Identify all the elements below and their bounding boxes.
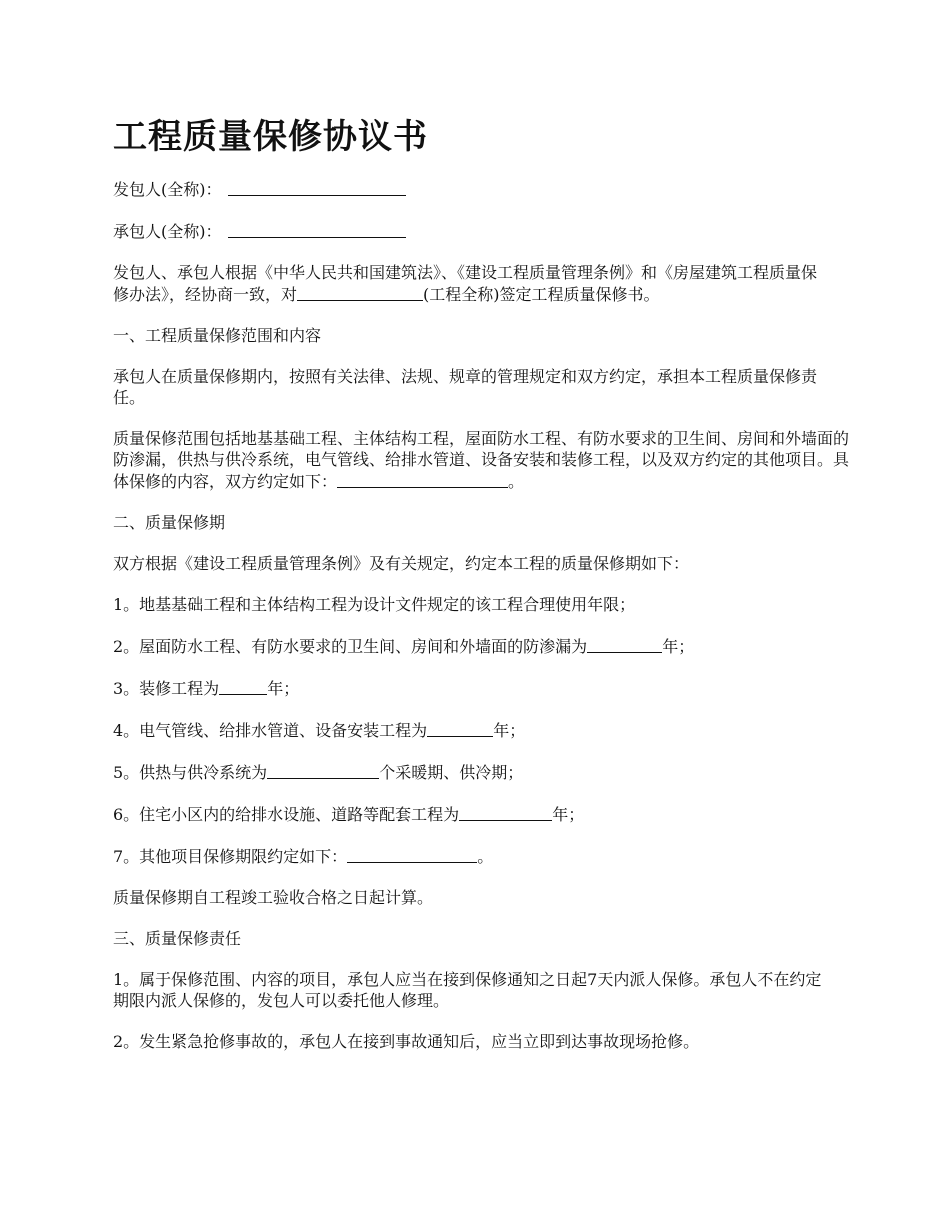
warranty-item-5: 5。供热与供冷系统为 个采暖期、供冷期； — [113, 763, 524, 782]
section1-heading: 一、工程质量保修范围和内容 — [113, 326, 322, 345]
section3-heading: 三、质量保修责任 — [113, 929, 242, 948]
section2-heading: 二、质量保修期 — [113, 513, 226, 532]
document-page — [113, 112, 853, 1072]
section1-paragraph1: 承包人在质量保修期内，按照有关法律、法规、规章的管理规定和双方约定，承担本工程质量保修责任。 — [113, 367, 818, 407]
warranty-item-7: 7。其他项目保修期限约定如下： 。 — [113, 847, 494, 866]
warranty-item-3: 3。装修工程为 年； — [113, 679, 300, 698]
warranty-item-2: 2。屋面防水工程、有防水要求的卫生间、房间和外墙面的防渗漏为 年； — [113, 637, 695, 656]
contractor-line — [113, 220, 853, 242]
warranty-item-1: 1。地基基础工程和主体结构工程为设计文件规定的该工程合理使用年限； — [113, 595, 636, 614]
warranty-item-6: 6。住宅小区内的给排水设施、道路等配套工程为 年； — [113, 805, 585, 824]
heating-periods-blank[interactable] — [267, 762, 379, 779]
section2-closing: 质量保修期自工程竣工验收合格之日起计算。 — [113, 888, 434, 907]
section2-intro: 双方根据《建设工程质量管理条例》及有关规定，约定本工程的质量保修期如下： — [113, 554, 690, 573]
roof-waterproof-years-blank[interactable] — [587, 636, 662, 653]
other-items-period-blank[interactable] — [347, 846, 477, 863]
responsibility-item-1: 1。属于保修范围、内容的项目，承包人应当在接到保修通知之日起7天内派人保修。承包人不在约定期限内派人保修的，发包人可以委托他人修理。 — [113, 970, 822, 1010]
warranty-item-4: 4。电气管线、给排水管道、设备安装工程为 年； — [113, 721, 526, 740]
residential-facilities-years-blank[interactable] — [459, 804, 552, 821]
document-title: 工程质量保修协议书 — [113, 117, 428, 157]
project-name-blank[interactable] — [297, 284, 423, 301]
employer-label: 发包人(全称)： — [113, 180, 222, 199]
employer-name-blank[interactable] — [228, 179, 406, 196]
employer-line — [113, 178, 853, 200]
scope-content-blank[interactable] — [337, 471, 508, 488]
decoration-years-blank[interactable] — [219, 678, 267, 695]
electrical-years-blank[interactable] — [427, 720, 493, 737]
contractor-label: 承包人(全称)： — [113, 222, 222, 241]
section1-paragraph2: 质量保修范围包括地基基础工程、主体结构工程，屋面防水工程、有防水要求的卫生间、房间和外墙面的防渗漏，供热与供冷系统，电气管线、给排水管道、设备安装和装修工程，以及双方约定的其他项目。具体保修的内容，双方约定如下： 。 — [113, 429, 850, 491]
responsibility-item-2: 2。发生紧急抢修事故的，承包人在接到事故通知后，应当立即到达事故现场抢修。 — [113, 1032, 700, 1051]
intro-paragraph: 发包人、承包人根据《中华人民共和国建筑法》、《建设工程质量管理条例》和《房屋建筑工程质量保修办法》，经协商一致，对 (工程全称)签定工程质量保修书。 — [113, 263, 818, 304]
contractor-name-blank[interactable] — [228, 221, 406, 238]
